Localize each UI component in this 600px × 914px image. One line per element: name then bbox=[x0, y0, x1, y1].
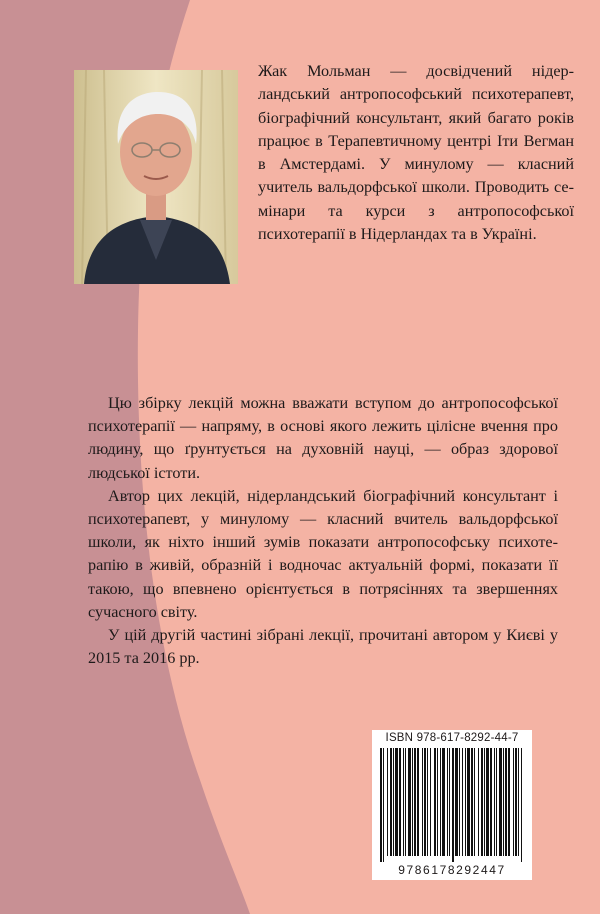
barcode-bar bbox=[383, 748, 384, 862]
barcode-bar bbox=[474, 748, 475, 856]
barcode-bar bbox=[515, 748, 517, 856]
barcode-bar bbox=[513, 748, 514, 856]
barcode-bar bbox=[465, 748, 466, 856]
author-portrait-icon bbox=[74, 70, 238, 284]
barcode-bar bbox=[417, 748, 419, 856]
barcode-bar bbox=[471, 748, 473, 856]
author-photo bbox=[74, 70, 238, 284]
barcode-bar bbox=[408, 748, 411, 856]
description-paragraph-1: Цю збірку лекцій можна вважати вступом до антропософської психотерапії — напряму, в основі якого лежить цілісне вчення про людину, що ґрунтується на духовній науці, — образ здорової людської істоти. bbox=[88, 394, 558, 482]
barcode-bar bbox=[459, 748, 460, 856]
barcode-bar bbox=[427, 748, 428, 856]
barcode-bar bbox=[399, 748, 401, 856]
isbn-digits: 9786178292447 bbox=[398, 863, 506, 877]
barcode-bar bbox=[449, 748, 450, 856]
barcode-bar bbox=[462, 748, 463, 856]
barcode-bar bbox=[490, 748, 492, 856]
barcode-bar bbox=[505, 748, 507, 856]
barcode-bar bbox=[494, 748, 495, 856]
barcode-bar bbox=[434, 748, 436, 856]
barcode-bar bbox=[447, 748, 448, 856]
description-paragraph-2: Автор цих лекцій, нідерландський біографічний консультант і психотерапевт, у минулому — класний вчитель вальдорфської школи, як ніхто інший зумів показати антропософську психотерапію в живій, образній і водночас актуальній формі, показати її такою, що впевнено орієнтується в потрясіннях та звершеннях сучасного світу. bbox=[88, 486, 558, 621]
barcode-bar bbox=[412, 748, 413, 856]
barcode-bar bbox=[484, 748, 485, 856]
barcode-bar bbox=[440, 748, 441, 856]
barcode-bar bbox=[387, 748, 388, 856]
barcode-bar bbox=[499, 748, 502, 856]
author-bio-text: Жак Мольман — досвідчений нідерландський антропософський психотерапевт, біографічний консультант, який багато років працює в Терапевтичному центрі Іти Вегман в Амстердамі. У минулому — класний учитель вальдорфської школи. Проводить семінари та курси з антропософської психотерапії в Нідерландах та в Україні. bbox=[258, 62, 574, 244]
barcode-bar bbox=[422, 748, 423, 856]
isbn-barcode bbox=[372, 730, 532, 880]
barcode-bar bbox=[405, 748, 406, 856]
barcode-bar bbox=[518, 748, 519, 856]
barcode-bar bbox=[390, 748, 392, 856]
barcode-bar bbox=[481, 748, 483, 856]
barcode-bar bbox=[403, 748, 404, 856]
barcode-bar bbox=[452, 748, 454, 862]
description-paragraph-3: У цій другій частині зібрані лекції, прочитані автором у Києві у 2015 та 2016 рр. bbox=[88, 626, 558, 668]
barcode-bar bbox=[430, 748, 431, 856]
barcode-bar bbox=[503, 748, 504, 856]
isbn-label: ISBN 978-617-8292-44-7 bbox=[385, 732, 519, 744]
book-description bbox=[88, 392, 558, 670]
barcode-bar bbox=[478, 748, 479, 856]
barcode-bar bbox=[442, 748, 445, 856]
barcode-bar bbox=[414, 748, 416, 856]
barcode-bar bbox=[437, 748, 438, 856]
barcode-bar bbox=[424, 748, 426, 856]
barcode-bar bbox=[521, 748, 522, 862]
barcode-bar bbox=[393, 748, 394, 856]
barcode-bar bbox=[395, 748, 398, 856]
barcode-bar bbox=[486, 748, 489, 856]
barcode-bars bbox=[378, 748, 526, 862]
barcode-bar bbox=[508, 748, 510, 856]
barcode-bar bbox=[467, 748, 470, 856]
author-bio bbox=[258, 60, 574, 246]
barcode-bar bbox=[380, 748, 382, 862]
barcode-bar bbox=[496, 748, 497, 856]
barcode-bar bbox=[455, 748, 458, 856]
